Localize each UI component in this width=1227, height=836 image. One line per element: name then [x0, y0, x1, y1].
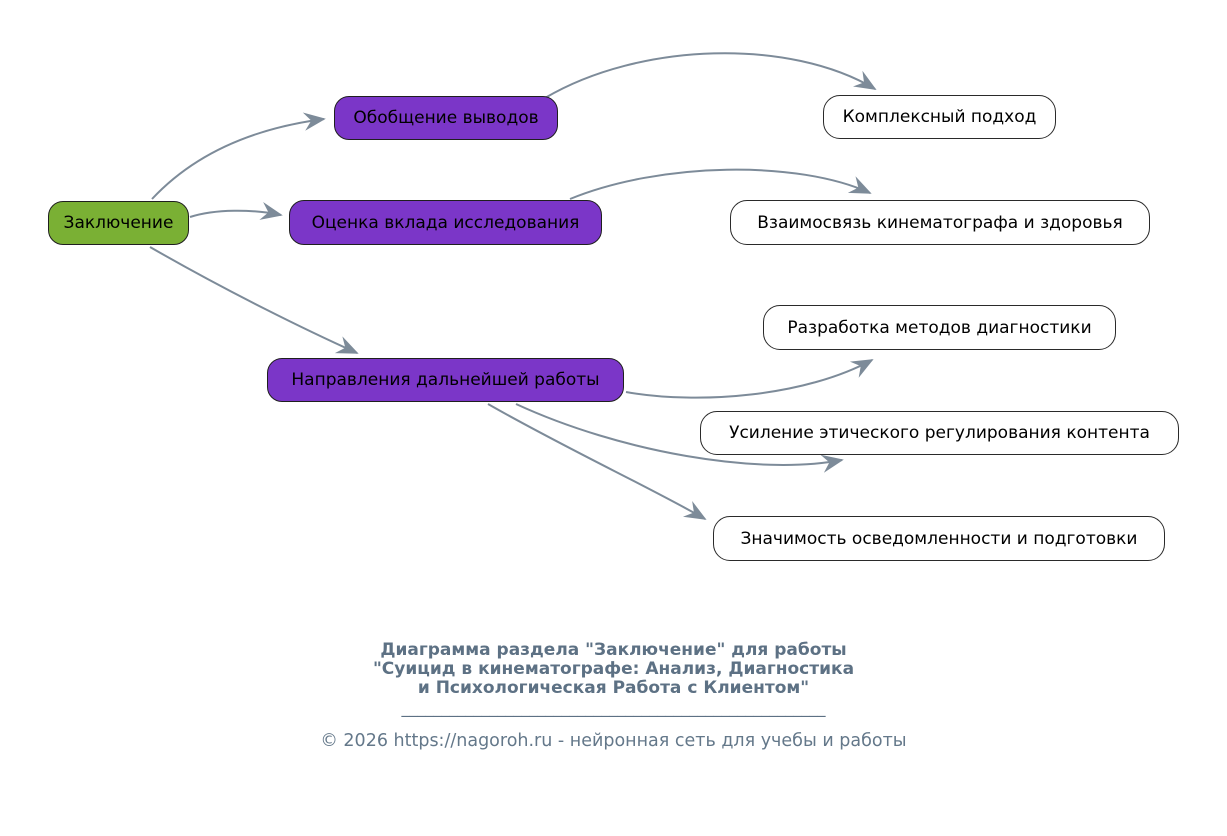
- footer-title: [0, 641, 1227, 698]
- edge-branch0-to-leaf0: [545, 53, 875, 98]
- footer-copyright: © 2026 https://nagoroh.ru - нейронная сеть для учебы и работы: [320, 731, 907, 752]
- footer-separator: _____________________________________________________: [401, 698, 826, 718]
- node-vzaimosvyaz-kinematografa: [730, 200, 1150, 245]
- footer-title-line-2: "Суицид в кинематографе: Анализ, Диагностика: [372, 659, 855, 680]
- node-label: Комплексный подход: [842, 107, 1037, 127]
- footer-title-line-1: Диаграмма раздела "Заключение" для работы: [380, 640, 847, 660]
- edge-branch1-to-leaf1: [570, 170, 870, 199]
- node-label: Обобщение выводов: [353, 108, 539, 128]
- edge-branch2-to-leaf4: [488, 404, 705, 519]
- node-label: Оценка вклада исследования: [311, 212, 580, 233]
- node-label: Заключение: [63, 213, 174, 233]
- node-napravleniya-raboty: [267, 358, 624, 402]
- node-usilenie-regulirovaniya: [700, 411, 1179, 455]
- edge-root-to-branch1: [190, 211, 281, 217]
- edge-root-to-branch0: [152, 119, 324, 199]
- edge-root-to-branch2: [150, 247, 357, 353]
- node-label: Усиление этического регулирования контента: [729, 423, 1150, 443]
- node-label: Разработка методов диагностики: [787, 317, 1092, 338]
- node-label: Значимость осведомленности и подготовки: [740, 528, 1138, 549]
- node-label: Направления дальнейшей работы: [291, 370, 600, 390]
- node-razrabotka-metodov: [763, 305, 1116, 350]
- node-label: Взаимосвязь кинематографа и здоровья: [757, 212, 1123, 233]
- node-kompleksnyj-podhod: [823, 95, 1056, 139]
- node-zaklyuchenie: [48, 201, 189, 245]
- node-znachimost-osvedomlennosti: [713, 516, 1165, 561]
- footer-title-line-3: и Психологическая Работа с Клиентом": [417, 678, 810, 699]
- node-ocenka-vklada: [289, 200, 602, 245]
- edge-branch2-to-leaf2: [626, 360, 872, 398]
- diagram-footer: [0, 641, 1227, 751]
- node-obobshchenie-vyvodov: [334, 96, 558, 140]
